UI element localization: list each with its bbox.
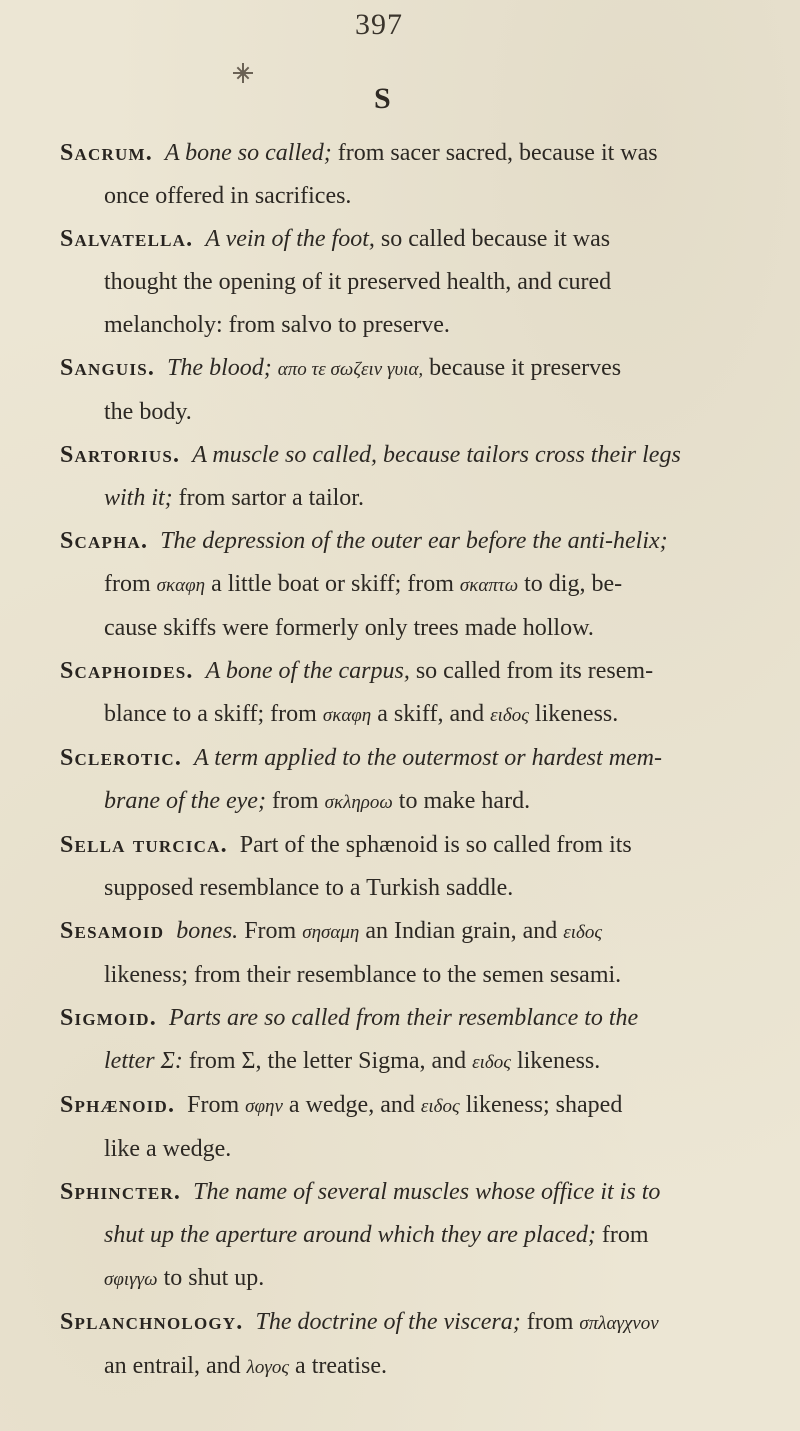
entry-text: with it;: [104, 485, 179, 511]
entry-text: shut up the aperture around which they are placed;: [104, 1222, 602, 1248]
entry-term: Sesamoid: [60, 918, 165, 944]
entry-text: from sacer sacred, because it was: [337, 140, 658, 166]
entry-text: from: [601, 1222, 649, 1248]
entry-text: A bone of the carpus,: [205, 658, 416, 684]
entry-line: [104, 607, 800, 650]
entry-text: blance to a skiff; from: [104, 701, 323, 727]
glossary-entry: [60, 520, 800, 650]
entry-term: Scapha.: [60, 528, 149, 554]
glossary-entry: [60, 737, 800, 824]
greek-word: ειδος: [490, 705, 529, 726]
entry-text: a skiff, and: [371, 701, 491, 727]
glossary-entry: [60, 347, 800, 434]
entry-line: [60, 132, 800, 175]
entry-term: Sclerotic.: [60, 745, 183, 771]
entry-text: melancholy: from salvo to preserve.: [104, 312, 450, 338]
entry-line: [104, 1345, 800, 1389]
entry-line: [60, 824, 800, 867]
greek-word: λογος: [246, 1357, 290, 1378]
entry-text: bones.: [176, 918, 245, 944]
entry-line: [104, 304, 800, 347]
entry-line: [104, 563, 800, 607]
entry-line: [60, 347, 800, 391]
glossary-entry: [60, 910, 800, 997]
entry-line: [60, 1084, 800, 1128]
entry-term: Sanguis.: [60, 355, 156, 381]
entry-text: so called because it was: [380, 226, 611, 252]
entry-text: A bone so called;: [164, 140, 338, 166]
entry-text: once offered in sacrifices.: [104, 183, 352, 209]
entry-text: from: [271, 788, 325, 814]
glossary-entry: [60, 650, 800, 737]
greek-word: σησαμη: [302, 922, 360, 943]
entry-term: Sphincter.: [60, 1179, 182, 1205]
entry-term: Sacrum.: [60, 140, 153, 166]
entry-text: The name of several muscles whose office it is to: [193, 1179, 661, 1205]
glossary-entries: [60, 132, 800, 1389]
entry-line: [104, 780, 800, 824]
greek-word: σπλαγχνον: [579, 1313, 659, 1334]
entry-line: [60, 737, 800, 780]
entry-text: likeness; from their resemblance to the semen sesami.: [104, 962, 622, 988]
glossary-entry: [60, 434, 800, 520]
entry-line: [60, 434, 800, 477]
entry-term: Scaphoides.: [60, 658, 194, 684]
entry-text: likeness.: [528, 701, 619, 727]
entry-text: a treatise.: [289, 1353, 387, 1379]
entry-text: like a wedge.: [104, 1136, 232, 1162]
entry-term: Sigmoid.: [60, 1005, 157, 1031]
entry-text: Parts are so called from their resemblance to the: [168, 1005, 639, 1031]
entry-term: Sartorius.: [60, 442, 181, 468]
entry-text: from Σ, the letter Sigma, and: [188, 1048, 473, 1074]
entry-text: supposed resemblance to a Turkish saddle.: [104, 875, 514, 901]
greek-word: ειδος: [563, 922, 603, 943]
glossary-entry: [60, 1301, 800, 1389]
greek-word: σκαφη: [156, 575, 206, 596]
star-ornament-icon: [232, 62, 254, 84]
glossary-entry: [60, 997, 800, 1084]
greek-word: ειδος: [472, 1052, 511, 1073]
entry-line: [60, 910, 800, 954]
entry-line: [104, 391, 800, 434]
entry-line: [60, 520, 800, 563]
entry-text: From: [187, 1092, 246, 1118]
entry-text: an entrail, and: [104, 1353, 247, 1379]
glossary-entry: [60, 824, 800, 910]
entry-text: The depression of the outer ear before the anti-helix;: [160, 528, 668, 554]
entry-text: to make hard.: [392, 788, 531, 814]
glossary-entry: [60, 1084, 800, 1171]
section-letter: S: [374, 82, 391, 115]
greek-word: σκαπτω: [459, 575, 519, 596]
entry-text: from: [526, 1309, 580, 1335]
entry-line: [104, 175, 800, 218]
greek-word: απο τε σωζειν γυια,: [277, 359, 424, 380]
entry-text: to shut up.: [157, 1265, 265, 1291]
page-number: 397: [355, 8, 403, 41]
greek-word: σκαφη: [322, 705, 372, 726]
entry-text: letter Σ:: [104, 1048, 189, 1074]
entry-text: from sartor a tailor.: [178, 485, 364, 511]
greek-word: ειδος: [420, 1096, 460, 1117]
entry-text: because it preserves: [423, 355, 622, 381]
entry-line: [60, 218, 800, 261]
entry-text: cause skiffs were formerly only trees made hollow.: [104, 615, 594, 641]
entry-text: From: [244, 918, 303, 944]
entry-line: [104, 1128, 800, 1171]
greek-word: σκληροω: [324, 792, 393, 813]
entry-line: [104, 1257, 800, 1301]
entry-text: brane of the eye;: [104, 788, 272, 814]
entry-line: [104, 1040, 800, 1084]
entry-line: [104, 867, 800, 910]
entry-text: to dig, be-: [518, 571, 623, 597]
entry-term: Salvatella.: [60, 226, 194, 252]
entry-text: The blood;: [167, 355, 278, 381]
entry-text: A muscle so called, because tailors cross their legs: [192, 442, 681, 468]
entry-text: The doctrine of the viscera;: [255, 1309, 527, 1335]
entry-text: an Indian grain, and: [359, 918, 564, 944]
entry-line: [60, 997, 800, 1040]
entry-line: [104, 1214, 800, 1257]
entry-text: A vein of the foot,: [205, 226, 381, 252]
entry-text: the body.: [104, 399, 192, 425]
greek-word: σφιγγω: [104, 1269, 158, 1290]
entry-text: Part of the sphænoid is so called from its: [239, 832, 632, 858]
entry-text: likeness.: [510, 1048, 601, 1074]
glossary-entry: [60, 1171, 800, 1301]
entry-line: [60, 650, 800, 693]
entry-text: a little boat or skiff; from: [205, 571, 460, 597]
entry-line: [104, 261, 800, 304]
entry-text: thought the opening of it preserved health, and cured: [104, 269, 612, 295]
entry-text: so called from its resem-: [415, 658, 654, 684]
glossary-entry: [60, 218, 800, 347]
entry-term: Splanchnology.: [60, 1309, 244, 1335]
entry-term: Sella turcica.: [60, 832, 228, 858]
entry-line: [104, 477, 800, 520]
entry-line: [60, 1171, 800, 1214]
entry-text: a wedge, and: [282, 1092, 421, 1118]
entry-text: likeness; shaped: [459, 1092, 623, 1118]
entry-term: Sphænoid.: [60, 1092, 176, 1118]
entry-line: [104, 693, 800, 737]
entry-text: from: [104, 571, 157, 597]
entry-line: [60, 1301, 800, 1345]
greek-word: σφην: [245, 1096, 283, 1117]
entry-line: [104, 954, 800, 997]
entry-text: A term applied to the outermost or hardest mem-: [194, 745, 662, 771]
glossary-entry: [60, 132, 800, 218]
